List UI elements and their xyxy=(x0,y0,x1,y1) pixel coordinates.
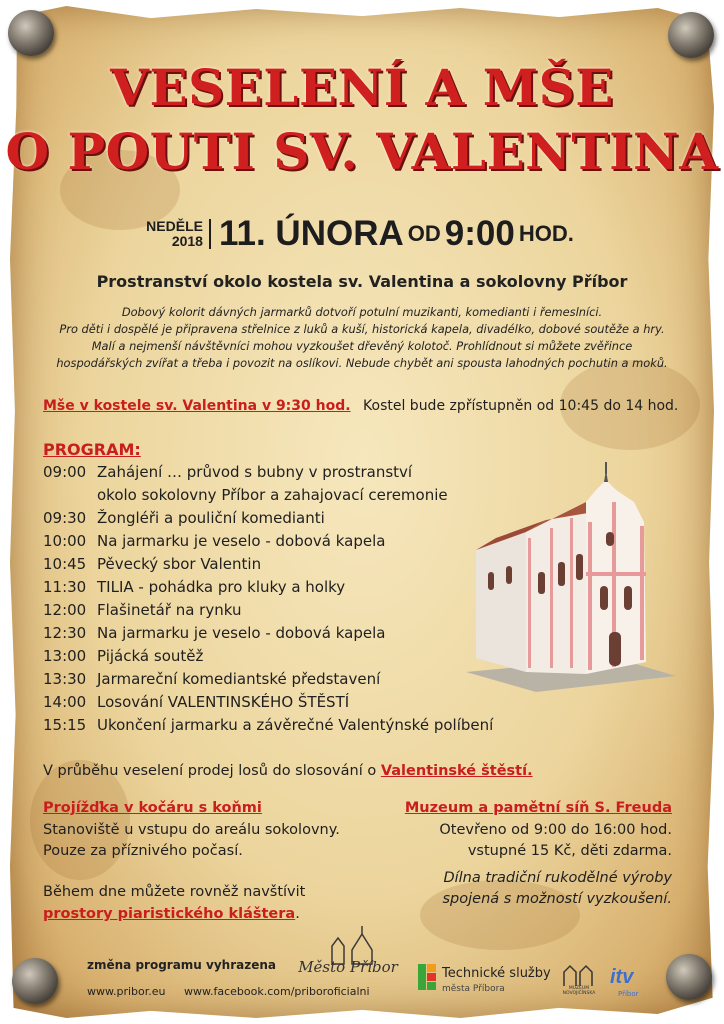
program-row xyxy=(43,486,448,504)
title-line-2: O POUTI SV. VALENTINA xyxy=(5,122,719,181)
program-time: 09:30 xyxy=(43,509,87,527)
carriage-line-1: Stanoviště u vstupu do areálu sokolovny. xyxy=(43,822,340,838)
event-date: 11. ÚNORA xyxy=(218,214,404,253)
church-illustration xyxy=(466,462,676,692)
carriage-heading xyxy=(43,800,262,816)
program-row xyxy=(43,647,203,665)
monastery-end: . xyxy=(295,906,300,922)
museum-logo-icon xyxy=(562,962,596,986)
program-time: 10:00 xyxy=(43,532,87,550)
lottery-link[interactable]: Valentinské štěstí. xyxy=(380,763,533,779)
program-text: Na jarmarku je veselo - dobová kapela xyxy=(97,624,386,642)
program-row xyxy=(43,509,325,527)
program-row xyxy=(43,716,493,734)
program-time: 13:30 xyxy=(43,670,87,688)
day-block xyxy=(146,219,211,249)
nail-icon xyxy=(666,954,712,1000)
museum-logo-text: MUZEUM NOVOJIČÍNSKA xyxy=(562,986,596,996)
program-text: Pijácká soutěž xyxy=(97,647,204,665)
museum-line-4: spojená s možností vyzkoušení. xyxy=(442,891,672,907)
program-heading: PROGRAM: xyxy=(43,440,141,459)
program-row xyxy=(43,463,412,481)
program-row xyxy=(43,670,380,688)
technical-services-name: Technické služby xyxy=(442,966,551,981)
web-link[interactable]: www.pribor.eu xyxy=(87,985,166,998)
program-time: 10:45 xyxy=(43,555,87,573)
intro-line: hospodářských zvířat a třeba i povozit na oslíkovi. Nebude chybět ani spousta lahodných pochutin a moků. xyxy=(56,356,668,370)
program-time: 13:00 xyxy=(43,647,87,665)
event-time: 9:00 xyxy=(444,214,515,253)
day-name: NEDĚLE xyxy=(146,218,203,234)
facebook-link[interactable]: www.facebook.com/priboroficialni xyxy=(184,985,370,998)
date-row xyxy=(0,214,724,254)
nail-icon xyxy=(8,10,54,56)
program-text: Pěvecký sbor Valentin xyxy=(97,555,262,573)
program-row xyxy=(43,578,345,596)
city-logo xyxy=(292,924,404,988)
carriage-heading-text: Projížďka v kočáru s koňmi xyxy=(43,800,262,816)
museum-line-3: Dílna tradiční rukodělné výroby xyxy=(443,870,672,886)
program-row xyxy=(43,532,385,550)
mass-line xyxy=(43,398,678,414)
program-time: 12:30 xyxy=(43,624,87,642)
nail-icon xyxy=(12,958,58,1004)
intro-line: Malí a nejmenší návštěvníci mohou vyzkoušet dřevěný kolotoč. Prohlídnout si můžete zvěřince xyxy=(91,339,633,353)
program-text: TILIA - pohádka pro kluky a holky xyxy=(97,578,346,596)
nail-icon xyxy=(668,12,714,58)
program-text: Na jarmarku je veselo - dobová kapela xyxy=(97,532,386,550)
monastery-link[interactable]: prostory piaristického kláštera xyxy=(43,906,296,922)
museum-line-2: vstupné 15 Kč, děti zdarma. xyxy=(467,843,672,859)
event-place: Prostranství okolo kostela sv. Valentina a sokolovny Příbor xyxy=(96,272,628,291)
program-row xyxy=(43,555,261,573)
program-time: 09:00 xyxy=(43,463,87,481)
program-row xyxy=(43,624,385,642)
lottery-line xyxy=(43,763,533,779)
itv-logo: itv xyxy=(610,966,634,988)
intro-line: Dobový kolorit dávných jarmarků dotvoří potulní muzikanti, komedianti i řemeslníci. xyxy=(121,305,603,319)
lottery-text: V průběhu veselení prodej losů do slosování o xyxy=(43,763,377,779)
mass-note: Kostel bude zpřístupněn od 10:45 do 14 hod. xyxy=(363,398,679,414)
program-time: 12:00 xyxy=(43,601,87,619)
program-text: Ukončení jarmarku a závěrečné Valentýnské políbení xyxy=(97,716,494,734)
intro-line: Pro děti i dospělé je připravena střelnice z luků a kuší, historická kapela, divadélko, dobové soutěže a hry. xyxy=(59,322,665,336)
museum-line-1: Otevřeno od 9:00 do 16:00 hod. xyxy=(439,822,672,838)
date-od: OD xyxy=(407,221,441,246)
program-time: 14:00 xyxy=(43,693,87,711)
museum-heading-text: Muzeum a pamětní síň S. Freuda xyxy=(404,800,672,816)
program-text: Flašinetář na rynku xyxy=(97,601,242,619)
program-change-note: změna programu vyhrazena xyxy=(87,958,276,972)
program-text: Žongléři a pouliční komedianti xyxy=(97,509,325,527)
city-logo-text: Město Příbor xyxy=(298,958,398,976)
program-text: okolo sokolovny Příbor a zahajovací ceremonie xyxy=(97,486,448,504)
program-time: 11:30 xyxy=(43,578,87,596)
program-time: 15:15 xyxy=(43,716,87,734)
carriage-line-2: Pouze za příznivého počasí. xyxy=(43,843,243,859)
program-text: Losování VALENTINSKÉHO ŠTĚSTÍ xyxy=(97,693,350,711)
technical-services-city: města Příbora xyxy=(442,984,505,994)
program-row xyxy=(43,693,349,711)
date-hod: HOD. xyxy=(518,221,574,246)
year: 2018 xyxy=(171,233,203,249)
itv-logo-sub: Příbor xyxy=(618,990,639,998)
technical-services-icon xyxy=(418,964,436,990)
city-logo-icon xyxy=(292,924,404,988)
museum-heading xyxy=(400,800,672,816)
monastery-line-1: Během dne můžete rovněž navštívit xyxy=(43,884,306,900)
mass-label: Mše v kostele sv. Valentina v 9:30 hod. xyxy=(43,398,351,414)
program-text: Jarmareční komediantské představení xyxy=(97,670,381,688)
program-row xyxy=(43,601,241,619)
program-text: Zahájení … průvod s bubny v prostranství xyxy=(97,463,413,481)
intro-text xyxy=(30,304,694,372)
title-line-1: VESELENÍ A MŠE xyxy=(110,58,614,117)
monastery-line-2 xyxy=(43,906,300,922)
